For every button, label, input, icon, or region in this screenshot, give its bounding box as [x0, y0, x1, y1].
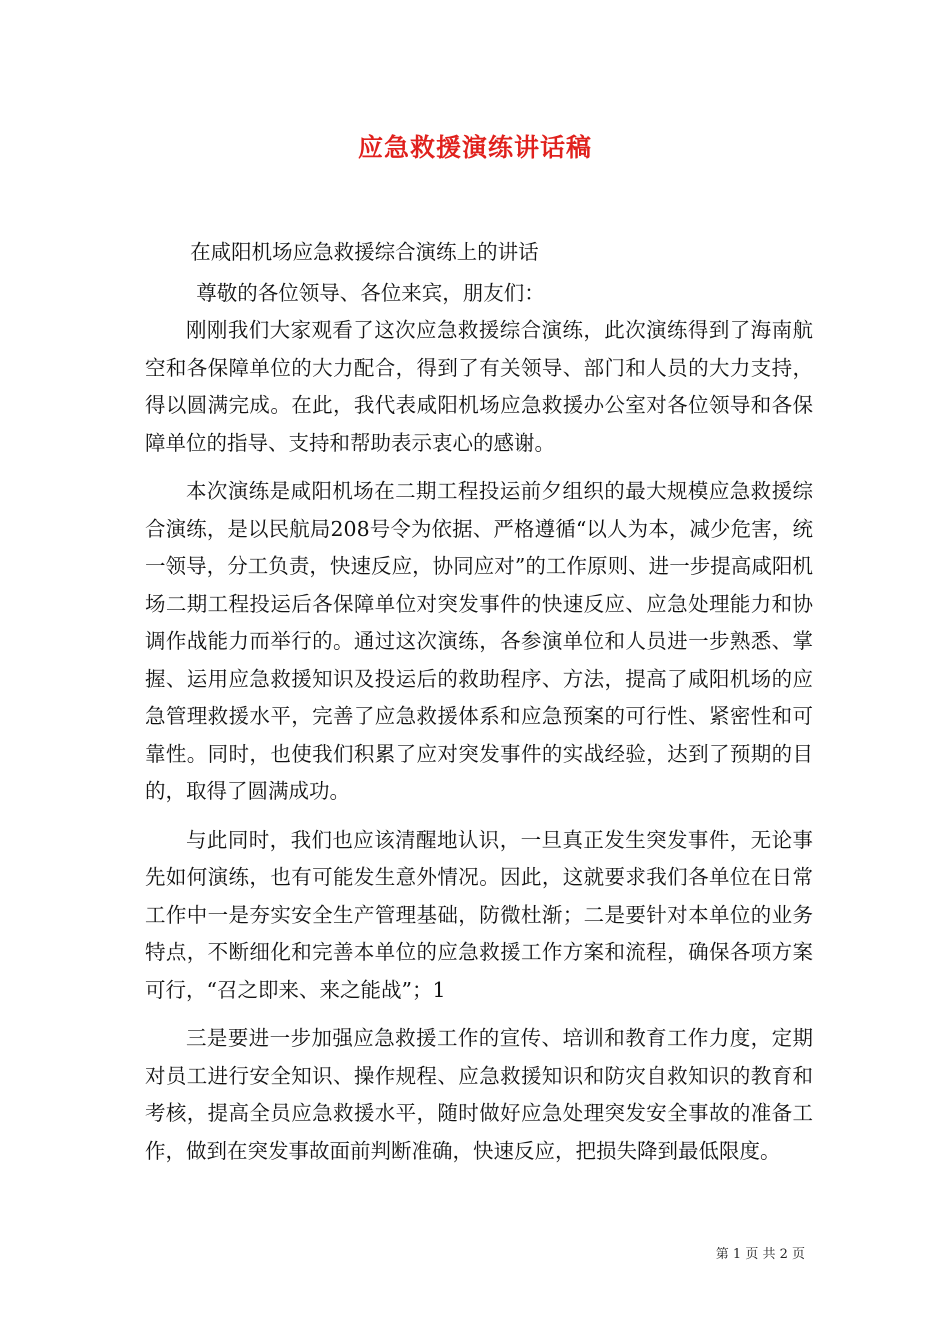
paragraph-2: 本次演练是咸阳机场在二期工程投运前夕组织的最大规模应急救援综合演练，是以民航局208号令为依据、严格遵循“以人为本，减少危害，统一领导，分工负责，快速反应，协同应对”的工作原则、进一步提高咸阳机场二期工程投运后各保障单位对突发事件的快速反应、应急处理能力和协调作战能力而举行的。通过这次演练，各参演单位和人员进一步熟悉、掌握、运用应急救援知识及投运后的救助程序、方法，提高了咸阳机场的应急管理救援水平，完善了应急救援体系和应急预案的可行性、紧密性和可靠性。同时，也使我们积累了应对突发事件的实战经验，达到了预期的目的，取得了圆满成功。	[145, 479, 813, 803]
paragraph-3: 与此同时，我们也应该清醒地认识，一旦真正发生突发事件，无论事先如何演练，也有可能发生意外情况。因此，这就要求我们各单位在日常工作中一是夯实安全生产管理基础，防微杜渐；二是要针对本单位的业务特点，不断细化和完善本单位的应急救援工作方案和流程，确保各项方案可行，“召之即来、来之能战”；1	[145, 827, 813, 1002]
document-body	[145, 234, 813, 1170]
page-number-footer: 第 1 页 共 2 页	[715, 1247, 805, 1262]
speech-salutation: 尊敬的各位领导、各位来宾，朋友们：	[196, 280, 545, 305]
paragraph-1: 刚刚我们大家观看了这次应急救援综合演练，此次演练得到了海南航空和各保障单位的大力配合，得到了有关领导、部门和人员的大力支持，得以圆满完成。在此，我代表咸阳机场应急救援办公室对各位领导和各保障单位的指导、支持和帮助表示衷心的感谢。	[145, 318, 813, 455]
document-title: 应急救援演练讲话稿	[357, 133, 592, 162]
paragraph-4: 三是要进一步加强应急救援工作的宣传、培训和教育工作力度，定期对员工进行安全知识、操作规程、应急救援知识和防灾自救知识的教育和考核，提高全员应急救援水平，随时做好应急处理突发安全事故的准备工作，做到在突发事故面前判断准确，快速反应，把损失降到最低限度。	[145, 1026, 813, 1163]
speech-subtitle: 在咸阳机场应急救援综合演练上的讲话	[190, 240, 539, 264]
